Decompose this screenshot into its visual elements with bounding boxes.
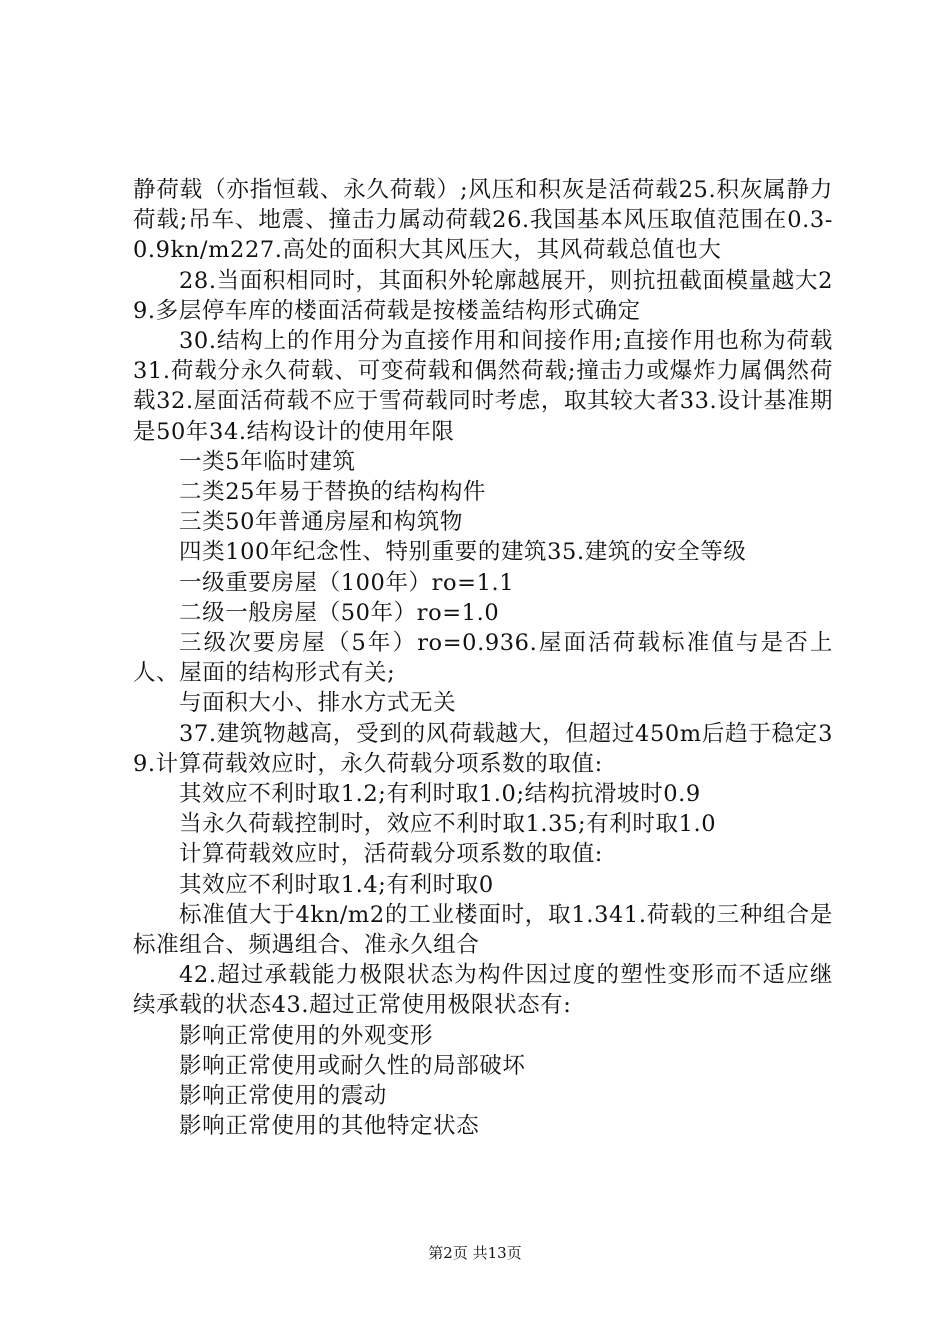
paragraph: 影响正常使用的其他特定状态 bbox=[179, 1113, 480, 1140]
paragraph: 四类100年纪念性、特别重要的建筑35.建筑的安全等级 bbox=[179, 539, 747, 566]
paragraph: 三类50年普通房屋和构筑物 bbox=[179, 509, 463, 536]
paragraph: 30.结构上的作用分为直接作用和间接作用;直接作用也称为荷载31.荷载分永久荷载、可变荷载和偶然荷载;撞击力或爆炸力属偶然荷载32.屋面活荷载不应于雪荷载同时考虑，取其较大者33.设计基准期是50年34.结构设计的使用年限 bbox=[133, 328, 833, 445]
paragraph: 42.超过承载能力极限状态为构件因过度的塑性变形而不适应继续承载的状态43.超过正常使用极限状态有: bbox=[133, 962, 833, 1019]
paragraph: 二类25年易于替换的结构构件 bbox=[179, 479, 487, 506]
paragraph: 其效应不利时取1.4;有利时取0 bbox=[179, 871, 494, 898]
paragraph: 静荷载（亦指恒载、永久荷载）;风压和积灰是活荷载25.积灰属静力荷载;吊车、地震、撞击力属动荷载26.我国基本风压取值范围在0.3-0.9kn/m227.高处的面积大其风压大，其风荷载总值也大 bbox=[133, 177, 833, 264]
document-body bbox=[133, 175, 833, 1142]
paragraph: 二级一般房屋（50年）ro=1.0 bbox=[179, 599, 500, 626]
paragraph: 其效应不利时取1.2;有利时取1.0;结构抗滑坡时0.9 bbox=[179, 781, 701, 808]
paragraph: 三级次要房屋（5年）ro=0.936.屋面活荷载标准值与是否上人、屋面的结构形式有关; bbox=[133, 630, 833, 687]
page-number-footer: 第2页 共13页 bbox=[428, 1244, 522, 1262]
paragraph: 影响正常使用的震动 bbox=[179, 1083, 387, 1110]
paragraph: 一类5年临时建筑 bbox=[179, 448, 356, 475]
paragraph: 28.当面积相同时，其面积外轮廓越展开，则抗扭截面模量越大29.多层停车库的楼面活荷载是按楼盖结构形式确定 bbox=[133, 267, 833, 324]
paragraph: 当永久荷载控制时，效应不利时取1.35;有利时取1.0 bbox=[179, 811, 717, 838]
paragraph: 计算荷载效应时，活荷载分项系数的取值: bbox=[179, 841, 603, 868]
paragraph: 标准值大于4kn/m2的工业楼面时，取1.341.荷载的三种组合是标准组合、频遇组合、准永久组合 bbox=[133, 901, 833, 959]
paragraph: 影响正常使用或耐久性的局部破坏 bbox=[179, 1052, 526, 1079]
paragraph: 37.建筑物越高，受到的风荷载越大，但超过450m后趋于稳定39.计算荷载效应时，永久荷载分项系数的取值: bbox=[133, 720, 833, 777]
paragraph: 影响正常使用的外观变形 bbox=[179, 1022, 434, 1049]
paragraph: 一级重要房屋（100年）ro=1.1 bbox=[179, 569, 515, 596]
paragraph: 与面积大小、排水方式无关 bbox=[179, 690, 457, 717]
